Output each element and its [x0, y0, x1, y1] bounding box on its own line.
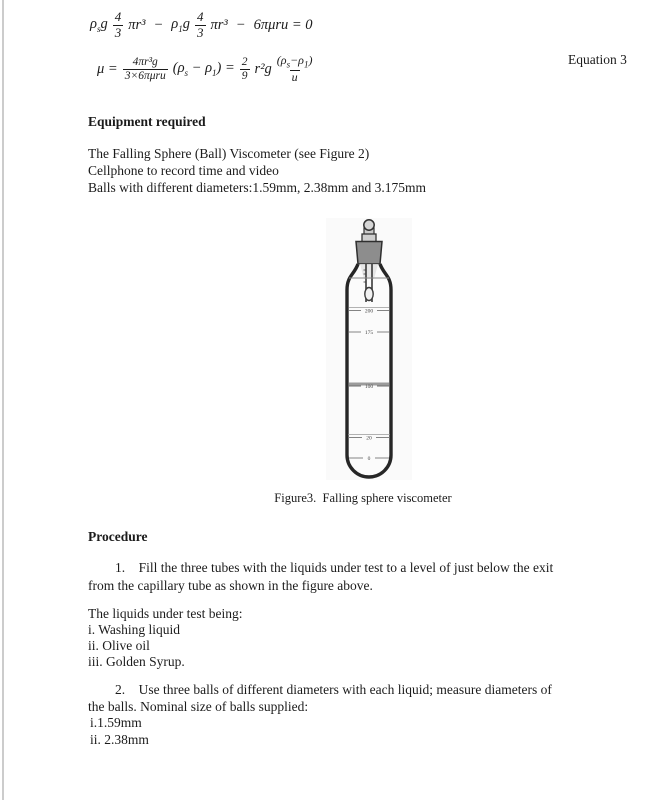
stopper-knob: [364, 220, 374, 230]
procedure-item-2-line: the balls. Nominal size of balls supplied:: [88, 698, 309, 714]
eq1-pir3-b: πr³: [210, 16, 228, 33]
procedure-item-2-line: i.1.59mm: [90, 715, 142, 730]
equipment-list: [88, 145, 648, 196]
eq2-frac3-num: $(\rho_s-\rho_1)$: [276, 52, 313, 70]
equation-1: [88, 6, 315, 44]
ground-glass-joint: [356, 242, 382, 265]
page-edge-line: [2, 0, 4, 800]
figure-caption: Figure3. Falling sphere viscometer: [274, 491, 452, 505]
eq2-lhs: μ =: [97, 60, 118, 77]
graduation-label: 200: [364, 308, 374, 315]
eq2-fraction-3: $\frac{(\rho_s-\rho_1)}{u}$: [276, 52, 313, 85]
graduation-label: 0: [367, 456, 371, 462]
equation-3-label: Equation 3: [568, 52, 627, 67]
eq1-pir3-a: πr³: [128, 16, 146, 33]
procedure-heading: Procedure: [88, 529, 148, 544]
eq1-fraction-1: $\frac{4}{3}$: [114, 9, 122, 40]
eq2-fraction-2: $\frac{2}{9}$: [241, 55, 248, 82]
liquids-line: ii. Olive oil: [88, 638, 150, 653]
liquids-line: iii. Golden Syrup.: [88, 654, 185, 669]
equipment-line: The Falling Sphere (Ball) Viscometer (see Figure 2): [88, 146, 370, 161]
equipment-line: Balls with different diameters:1.59mm, 2.38mm and 3.175mm: [88, 180, 426, 195]
eq1-tail: 6πμru = 0: [253, 16, 313, 33]
capillary-bulb: [365, 288, 373, 301]
eq1-term2: $\rho_1g$: [171, 16, 191, 34]
eq2-middle: $(\rho_s - \rho_1)$ =: [172, 60, 235, 78]
graduation-label: 100: [364, 384, 374, 390]
eq1-term1: $\rho_sg$: [90, 16, 108, 34]
procedure-item-1-line: 1. Fill the three tubes with the liquids under test to a level of just below the exit: [115, 560, 554, 575]
equipment-heading: Equipment required: [88, 114, 206, 129]
liquids-line: i. Washing liquid: [88, 622, 181, 637]
procedure-item-2-line: 2. Use three balls of different diameters with each liquid; measure diameters of: [115, 682, 552, 697]
procedure-item-1-line: from the capillary tube as shown in the figure above.: [88, 577, 373, 593]
eq2-fraction-1: $\frac{\text{4πr³g}}{\text{3×6πμru}}$: [124, 55, 166, 82]
liquids-list: [88, 606, 640, 670]
procedure-item-2-line: ii. 2.38mm: [90, 731, 149, 747]
liquids-line: The liquids under test being:: [88, 606, 243, 621]
viscometer-figure: [318, 218, 420, 482]
equipment-line: Cellphone to record time and video: [88, 163, 279, 178]
procedure-item-1: [88, 559, 640, 594]
eq1-minus-2: −: [235, 16, 246, 33]
eq2-r2g: r²g: [254, 60, 272, 77]
graduation-label: 20: [366, 435, 372, 442]
eq1-fraction-2: $\frac{4}{3}$: [197, 9, 204, 40]
eq1-minus-1: −: [153, 16, 164, 33]
graduation-label: 175: [364, 330, 374, 336]
equation-2: [95, 48, 315, 90]
procedure-item-2: [88, 682, 640, 748]
